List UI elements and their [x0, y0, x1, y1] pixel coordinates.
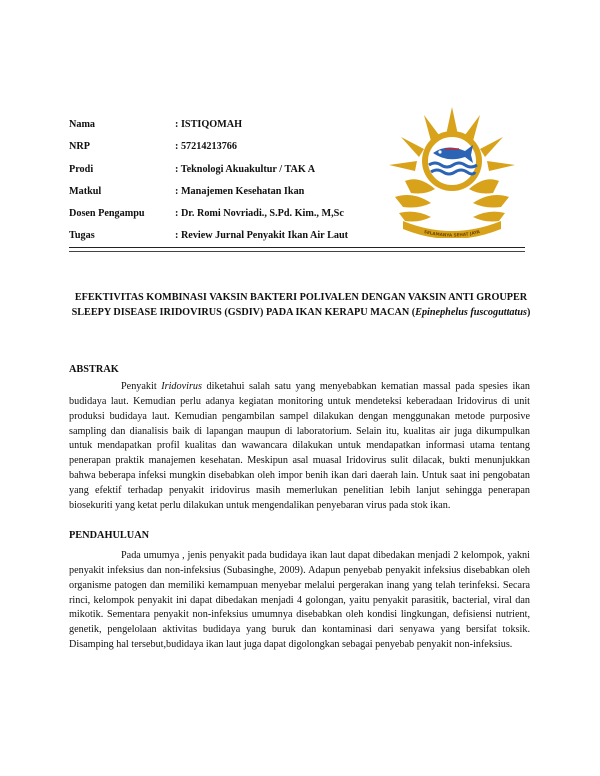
pendahuluan-heading: PENDAHULUAN [69, 530, 150, 541]
title-close-paren: ) [526, 306, 531, 318]
info-row-prodi [69, 164, 348, 186]
info-value: : Manajemen Kesehatan Ikan [175, 185, 305, 197]
info-value: : Review Jurnal Penyakit Ikan Air Laut [175, 230, 349, 242]
logo-ribbon-text: SELAMANYA SEHAT JAYA [423, 228, 481, 238]
abstrak-heading: ABSTRAK [69, 364, 119, 375]
pendahuluan-paragraph: Pada umumya , jenis penyakit pada budidaya ikan laut dapat dibedakan menjadi 2 kelompok, yakni penyakit infeksius dan non-infeksius (Subasinghe, 2009). Adapun penyebab penyakit infeksius disebabkan oleh organisme patogen dan memiliki kemampuan menyebar melalui pergerakan inang yang telah terinfeksi. Secara rinci, kelompok penyakit ini dapat dibedakan menjadi 4 golongan, yaitu penyakit parasitik, bacterial, viral dan mikotik. Sementara penyakit non-infeksius umumnya disebabkan oleh kondisi lingkungan, defisiensi nutrient, genetik, pengelolaan aktivitas budidaya yang buruk dan kontaminasi dari senyawa yang bersifat toksik. Disamping hal tersebut,budidaya ikan laut juga dapat digolongkan sebagai penyebab penyakit non-infeksius. [69, 550, 530, 651]
title-species-name: Epinephelus fuscoguttatus [415, 306, 527, 318]
info-value: : Teknologi Akuakultur / TAK A [175, 163, 316, 175]
abstrak-paragraph [69, 380, 530, 514]
institution-logo-icon [385, 105, 519, 238]
header-divider-thin [69, 251, 525, 252]
info-row-tugas [69, 230, 348, 252]
abstrak-virus-name: Iridovirus [161, 381, 202, 392]
info-row-dosen [69, 208, 348, 230]
info-label: Prodi [69, 163, 94, 175]
title-main-text: EFEKTIVITAS KOMBINASI VAKSIN BAKTERI POLIVALEN DENGAN VAKSIN ANTI GROUPER SLEEPY DISEASE IRIDOVIRUS (GSDIV) PADA IKAN KERAPU MACAN ( [71, 292, 528, 318]
info-label: NRP [69, 141, 90, 153]
info-label: Tugas [69, 230, 95, 242]
info-value: : 57214213766 [175, 141, 237, 153]
info-label: Nama [69, 119, 96, 130]
student-info-table [69, 119, 348, 253]
paper-title [68, 291, 534, 320]
info-value: : ISTIQOMAH [175, 119, 243, 130]
info-label: Dosen Pengampu [69, 208, 145, 220]
header-divider [69, 247, 525, 248]
info-value: : Dr. Romi Novriadi., S.Pd. Kim., M,Sc [175, 208, 344, 220]
info-row-nama [69, 119, 348, 141]
info-row-nrp [69, 141, 348, 163]
abstrak-text-post: diketahui salah satu yang menyebabkan kematian massal pada spesies ikan budidaya laut. Kemudian perlu adanya kegiatan monitoring untuk mendeteksi keberadaan Iridovirus di unit produksi budidaya laut. Kemudian pengambilan sampel dilakukan dengan menggunakan metode purposive sampling dan dianalisis baik di lapangan maupun di laboratorium. Selain itu, kualitas air juga dikumpulkan untuk mendapatkan profil kualitas dan wawancara dilakukan untuk mendapatkan informasi utama tentang penerapan praktik manajemen kesehatan. Meskipun asal muasal Iridovirus sulit dilacak, bukti menunjukkan bahwa beberapa infeksi mungkin disebabkan oleh impor benih ikan dari daerah lain. Untuk saat ini pengobatan yang efektif terhadap penyakit iridovirus masih memerlukan penelitian lebih lanjut sehingga penerapan biosekuriti yang ketat perlu dilakukan untuk mengendalikan penyebaran virus pada stok ikan. [69, 381, 531, 511]
abstrak-text-pre: Penyakit [121, 381, 162, 392]
info-label: Matkul [69, 185, 102, 197]
info-row-matkul [69, 186, 348, 208]
